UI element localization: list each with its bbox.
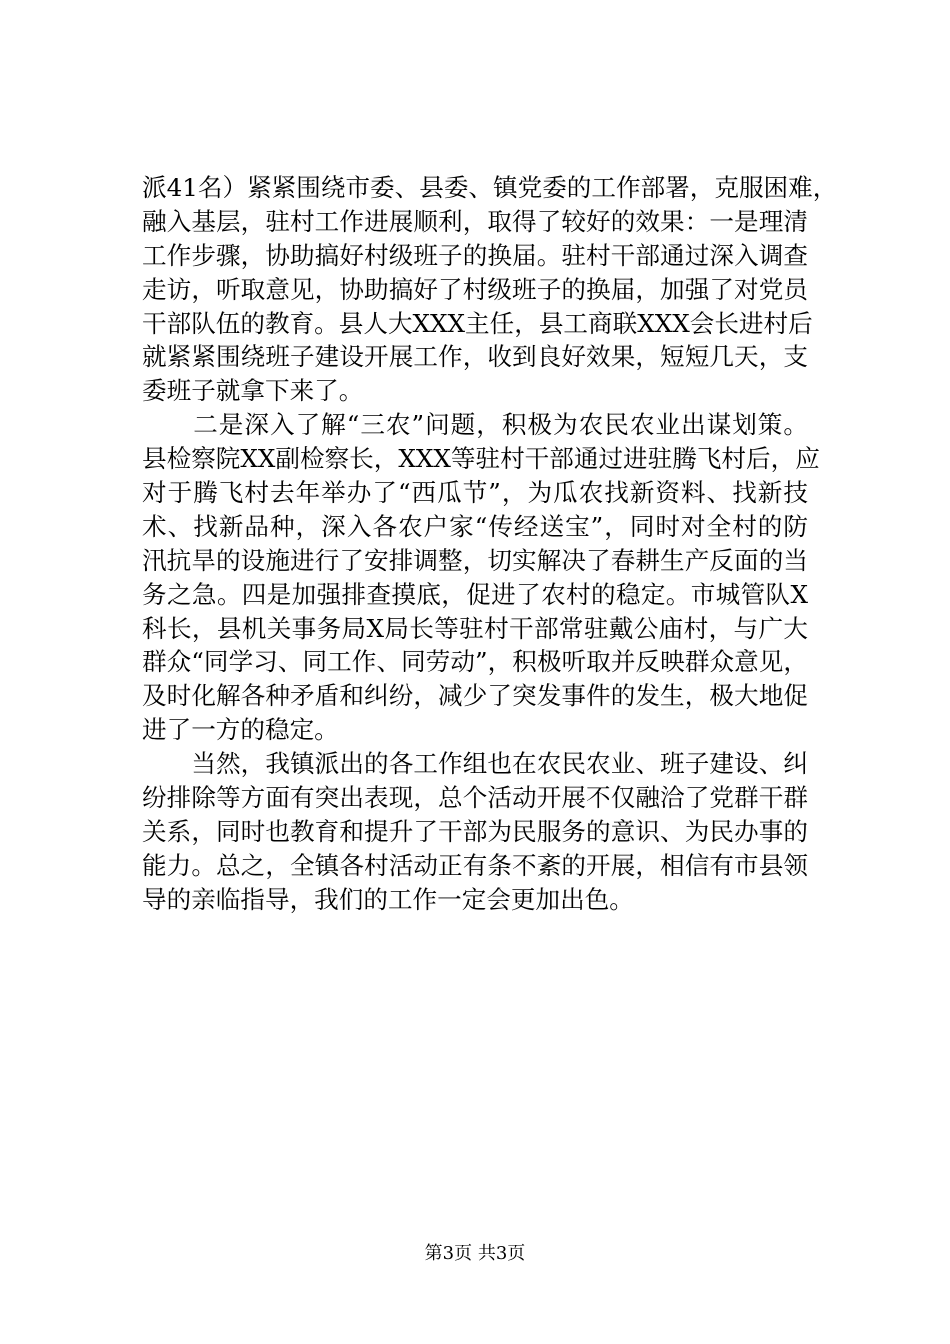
text-line: 当然，我镇派出的各工作组也在农民农业、班子建设、纠 — [142, 749, 808, 779]
text-line: 群众“同学习、同工作、同劳动”，积极听取并反映群众意见， — [142, 647, 808, 677]
text-line: 汛抗旱的设施进行了安排调整，切实解决了春耕生产反面的当 — [142, 545, 808, 575]
text-line: 干部队伍的教育。县人大XXX主任，县工商联XXX会长进村后 — [142, 308, 813, 338]
text-line: 融入基层，驻村工作进展顺利，取得了较好的效果：一是理清 — [142, 206, 808, 236]
text-line: 科长，县机关事务局X局长等驻村干部常驻戴公庙村，与广大 — [142, 613, 808, 643]
text-line: 工作步骤，协助搞好村级班子的换届。驻村干部通过深入调查 — [142, 240, 808, 270]
text-line: 走访，听取意见，协助搞好了村级班子的换届，加强了对党员 — [142, 274, 808, 304]
text-line: 术、找新品种，深入各农户家“传经送宝”，同时对全村的防 — [142, 511, 808, 541]
text-line: 就紧紧围绕班子建设开展工作，收到良好效果，短短几天，支 — [142, 342, 808, 372]
text-line: 进了一方的稳定。 — [142, 715, 339, 745]
text-line: 导的亲临指导，我们的工作一定会更加出色。 — [142, 884, 634, 914]
document-body — [142, 171, 838, 917]
text-line: 委班子就拿下来了。 — [142, 376, 364, 406]
page-number-label: 第3页 共3页 — [424, 1243, 526, 1264]
text-line: 关系，同时也教育和提升了干部为民服务的意识、为民办事的 — [142, 816, 808, 846]
text-line: 对于腾飞村去年举办了“西瓜节”，为瓜农找新资料、找新技 — [142, 478, 808, 508]
text-line: 务之急。四是加强排查摸底，促进了农村的稳定。市城管队X — [142, 579, 808, 609]
text-line: 纷排除等方面有突出表现，总个活动开展不仅融洽了党群干群 — [142, 783, 808, 813]
page-footer — [0, 1242, 950, 1266]
text-line: 二是深入了解“三农”问题，积极为农民农业出谋划策。 — [142, 410, 808, 440]
text-line: 县检察院XX副检察长，XXX等驻村干部通过进驻腾飞村后，应 — [142, 444, 820, 474]
text-line: 能力。总之，全镇各村活动正有条不紊的开展，相信有市县领 — [142, 850, 808, 880]
text-line: 及时化解各种矛盾和纠纷，减少了突发事件的发生，极大地促 — [142, 681, 808, 711]
text-line: 派41名）紧紧围绕市委、县委、镇党委的工作部署，克服困难， — [142, 173, 838, 202]
